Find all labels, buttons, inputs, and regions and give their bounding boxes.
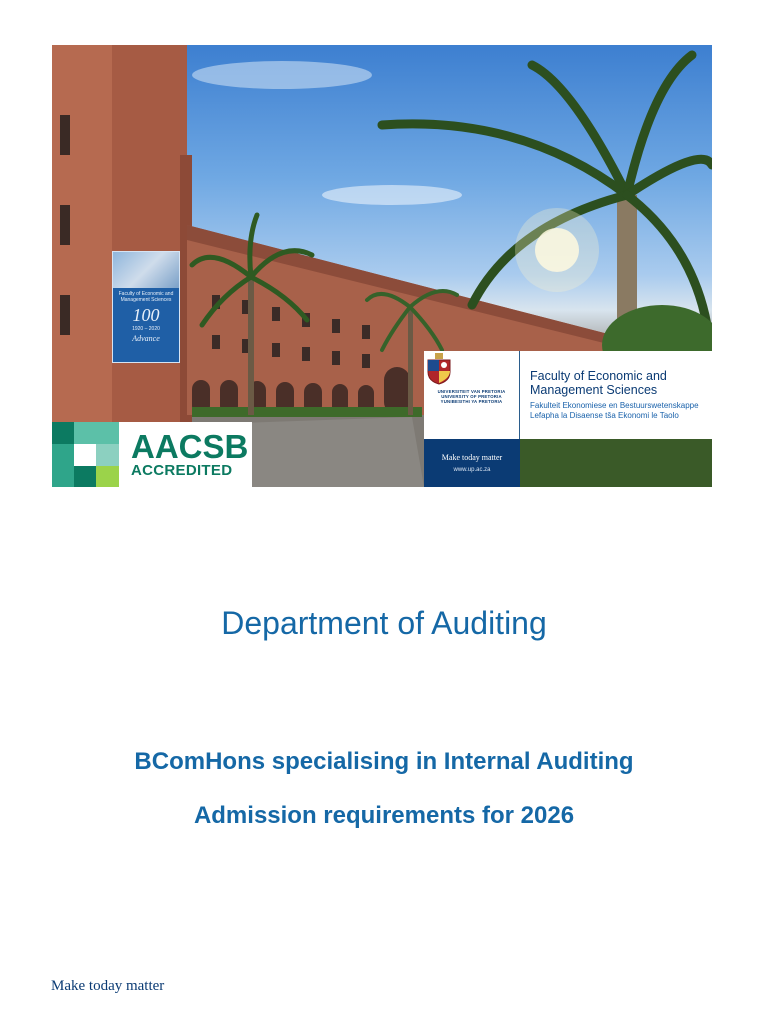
centenary-banner: [112, 251, 180, 363]
up-url: www.up.ac.za: [453, 467, 491, 473]
up-motto-block: [424, 439, 520, 487]
aacsb-status: ACCREDITED: [131, 462, 233, 479]
faculty-afrikaans-name: Fakulteit Ekonomiese en Bestuurswetenskappe: [530, 401, 699, 410]
banner-text: Faculty of Economic and Management Sciences: [118, 291, 174, 303]
up-motto: Make today matter: [441, 453, 503, 462]
aacsb-logo-icon: [52, 422, 119, 487]
footer-motto: Make today matter: [51, 978, 165, 994]
department-title: Department of Auditing: [221, 605, 547, 641]
crest-caption-afrikaans: UNIVERSITEIT VAN PRETORIA: [437, 389, 506, 394]
aacsb-name: AACSB: [131, 428, 249, 465]
faculty-title-line2: Management Sciences: [530, 383, 658, 397]
crest-caption-english: UNIVERSITY OF PRETORIA: [441, 394, 502, 399]
banner-script: Advance: [132, 334, 160, 343]
banner-years: 1920 – 2020: [132, 326, 160, 332]
faculty-card: [424, 351, 712, 439]
crest-icon: [424, 351, 454, 385]
banner-number: 100: [132, 305, 160, 325]
admission-title: Admission requirements for 2026: [193, 802, 575, 829]
cover-photo: [52, 45, 712, 487]
faculty-title-line1: Faculty of Economic and: [530, 369, 667, 383]
crest-caption-sepedi: YUNIBESITHI YA PRETORIA: [440, 399, 503, 404]
faculty-sepedi-name: Lefapha la Disaense tša Ekonomi le Taolo: [530, 411, 679, 420]
aacsb-badge: [52, 422, 252, 487]
university-crest: [424, 351, 520, 439]
programme-title: BComHons specialising in Internal Auditing: [134, 748, 634, 775]
